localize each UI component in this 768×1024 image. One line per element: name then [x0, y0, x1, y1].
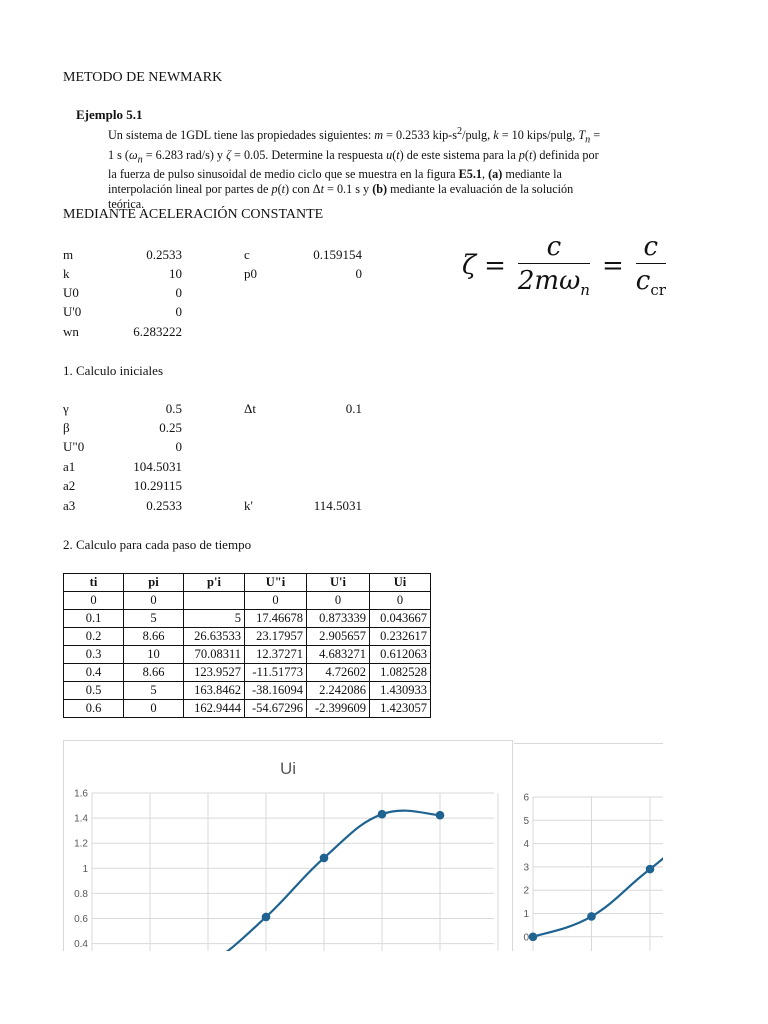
col-header-pi: pi [124, 574, 184, 592]
kprime-label: k' [244, 498, 253, 513]
table-cell: 2.242086 [307, 682, 370, 700]
table-cell: 0 [124, 592, 184, 610]
table-row [64, 592, 431, 610]
table-cell: -38.16094 [245, 682, 307, 700]
table-cell: 8.66 [124, 628, 184, 646]
c-label: c [244, 247, 250, 262]
y-tick-label: 1.2 [74, 838, 88, 850]
m-value: 0.2533 [146, 247, 182, 262]
fraction-critical: $\frac{c}{2m\omega_n}$ [517, 232, 590, 300]
y-tick-label: 1 [82, 863, 88, 875]
y-tick-label: 6 [523, 792, 529, 804]
u0-label: U0 [63, 285, 79, 300]
section2-heading: 2. Calculo para cada paso de tiempo [63, 537, 252, 552]
table-cell: 5 [124, 610, 184, 628]
a0-value: 0 [175, 439, 182, 454]
a3-value: 0.2533 [146, 498, 182, 513]
velocity-chart [514, 743, 663, 951]
y-tick-label: 0.8 [74, 888, 88, 900]
table-cell: 0.4 [64, 664, 124, 682]
a2-value: 10.29115 [133, 478, 182, 493]
table-cell: 5 [124, 682, 184, 700]
table-cell: 0.232617 [370, 628, 431, 646]
table-cell: 123.9527 [184, 664, 245, 682]
equals-sign: = [484, 250, 506, 281]
y-tick-label: 0.6 [74, 914, 88, 925]
table-cell: 0 [64, 592, 124, 610]
kprime-value: 114.5031 [313, 498, 362, 513]
y-tick-label: 2 [523, 885, 529, 897]
equals-sign-2: = [601, 250, 624, 281]
table-row [64, 628, 431, 646]
y-tick-label: 0 [523, 932, 529, 944]
y-tick-label: 5 [523, 815, 529, 827]
velocity-chart-svg [514, 744, 663, 951]
table-cell: 23.17957 [245, 628, 307, 646]
table-cell: 1.082528 [370, 664, 431, 682]
y-tick-label: 1.4 [74, 813, 88, 825]
newmark-results-table [63, 573, 431, 718]
table-cell: 0.5 [64, 682, 124, 700]
v0-value: 0 [175, 304, 182, 319]
col-header-velocity: U'i [307, 574, 370, 592]
y-tick-label: 4 [523, 839, 529, 851]
table-cell: 0.612063 [370, 646, 431, 664]
table-cell: 8.66 [124, 664, 184, 682]
y-tick-label: 0.4 [74, 939, 88, 951]
a0-label: U"0 [63, 439, 85, 454]
table-cell: 0 [245, 592, 307, 610]
table-cell: 1.423057 [370, 700, 431, 718]
table-row [64, 646, 431, 664]
damping-ratio-formula [462, 232, 670, 299]
table-cell: 0.1 [64, 610, 124, 628]
a1-label: a1 [63, 459, 76, 474]
c-value: 0.159154 [313, 247, 362, 262]
series-line [533, 820, 663, 951]
table-cell: 4.72602 [307, 664, 370, 682]
gamma-label: γ [63, 401, 69, 416]
section1-heading: 1. Calculo iniciales [63, 363, 164, 378]
data-point [436, 811, 444, 819]
a2-label: a2 [63, 478, 76, 493]
table-cell: 0.2 [64, 628, 124, 646]
col-header-accel: U"i [245, 574, 307, 592]
dt-value: 0.1 [345, 401, 362, 416]
table-cell: 0.3 [64, 646, 124, 664]
table-cell: 0 [124, 700, 184, 718]
data-point [588, 913, 596, 921]
table-header-row [64, 574, 431, 592]
m-label: m [63, 247, 74, 262]
table-cell: 0.6 [64, 700, 124, 718]
a1-value: 104.5031 [133, 459, 182, 474]
table-cell: 163.8462 [184, 682, 245, 700]
table-cell [184, 592, 245, 610]
fraction-ccr: $\frac{c}{c_{cr}}$ [635, 232, 666, 300]
zeta-symbol: ζ [462, 250, 477, 281]
table-cell: 17.46678 [245, 610, 307, 628]
wn-label: wn [63, 324, 79, 339]
k-value: 10 [169, 266, 182, 281]
table-row [64, 700, 431, 718]
table-cell: -2.399609 [307, 700, 370, 718]
p0-value: 0 [355, 266, 362, 281]
table-cell: 0 [370, 592, 431, 610]
beta-value: 0.25 [159, 420, 182, 435]
example-title: Ejemplo 5.1 [76, 107, 143, 122]
y-tick-label: 3 [523, 862, 529, 874]
table-cell: -11.51773 [245, 664, 307, 682]
data-point [378, 810, 386, 818]
col-header-p-prime: p'i [184, 574, 245, 592]
data-point [262, 913, 270, 921]
a3-label: a3 [63, 498, 76, 513]
table-cell: 12.37271 [245, 646, 307, 664]
example-statement: Un sistema de 1GDL tiene las propiedades siguientes: m = 0.2533 kip-$s^2$/pulg, k = 10 kips/pulg, $T_n = 1$ s ($\omega_n = 6.283$ rad/s) y ζ = 0.05. Determine la respuesta u(t) de este sistema para la p(t) definida por la fuerza de pulso sinusoidal de medio ciclo que se muestra en la figura E5.1, (a) mediante la interpolación lineal por partes de p(t) con Δt = 0.1 s y (b) mediante la evaluación de la solución teórica. [108, 126, 601, 211]
chart-title: Ui [279, 759, 297, 778]
data-point [646, 865, 654, 873]
gamma-value: 0.5 [165, 401, 182, 416]
data-point [320, 854, 328, 862]
table-cell: 10 [124, 646, 184, 664]
table-cell: 0.043667 [370, 610, 431, 628]
table-cell: 162.9444 [184, 700, 245, 718]
table-row [64, 610, 431, 628]
table-cell: 5 [184, 610, 245, 628]
table-cell: 1.430933 [370, 682, 431, 700]
table-row [64, 682, 431, 700]
method-subtitle: MEDIANTE ACELERACIÓN CONSTANTE [63, 207, 324, 222]
beta-label: β [63, 420, 70, 435]
data-point [529, 933, 537, 941]
table-cell: 4.683271 [307, 646, 370, 664]
v0-label: U'0 [63, 304, 82, 319]
table-cell: -54.67296 [245, 700, 307, 718]
dt-label: Δt [244, 401, 256, 416]
k-label: k [63, 266, 70, 281]
table-row [64, 664, 431, 682]
table-cell: 0.873339 [307, 610, 370, 628]
u0-value: 0 [175, 285, 182, 300]
ui-chart [63, 740, 513, 951]
p0-label: p0 [244, 266, 257, 281]
table-cell: 26.63533 [184, 628, 245, 646]
y-tick-label: 1.6 [74, 788, 88, 800]
wn-value: 6.283222 [133, 324, 182, 339]
ui-chart-svg [64, 741, 512, 951]
table-cell: 2.905657 [307, 628, 370, 646]
page-title: METODO DE NEWMARK [63, 70, 223, 85]
table-cell: 0 [307, 592, 370, 610]
table-cell: 70.08311 [184, 646, 245, 664]
col-header-displacement: Ui [370, 574, 431, 592]
y-tick-label: 1 [523, 909, 529, 920]
col-header-ti: ti [64, 574, 124, 592]
